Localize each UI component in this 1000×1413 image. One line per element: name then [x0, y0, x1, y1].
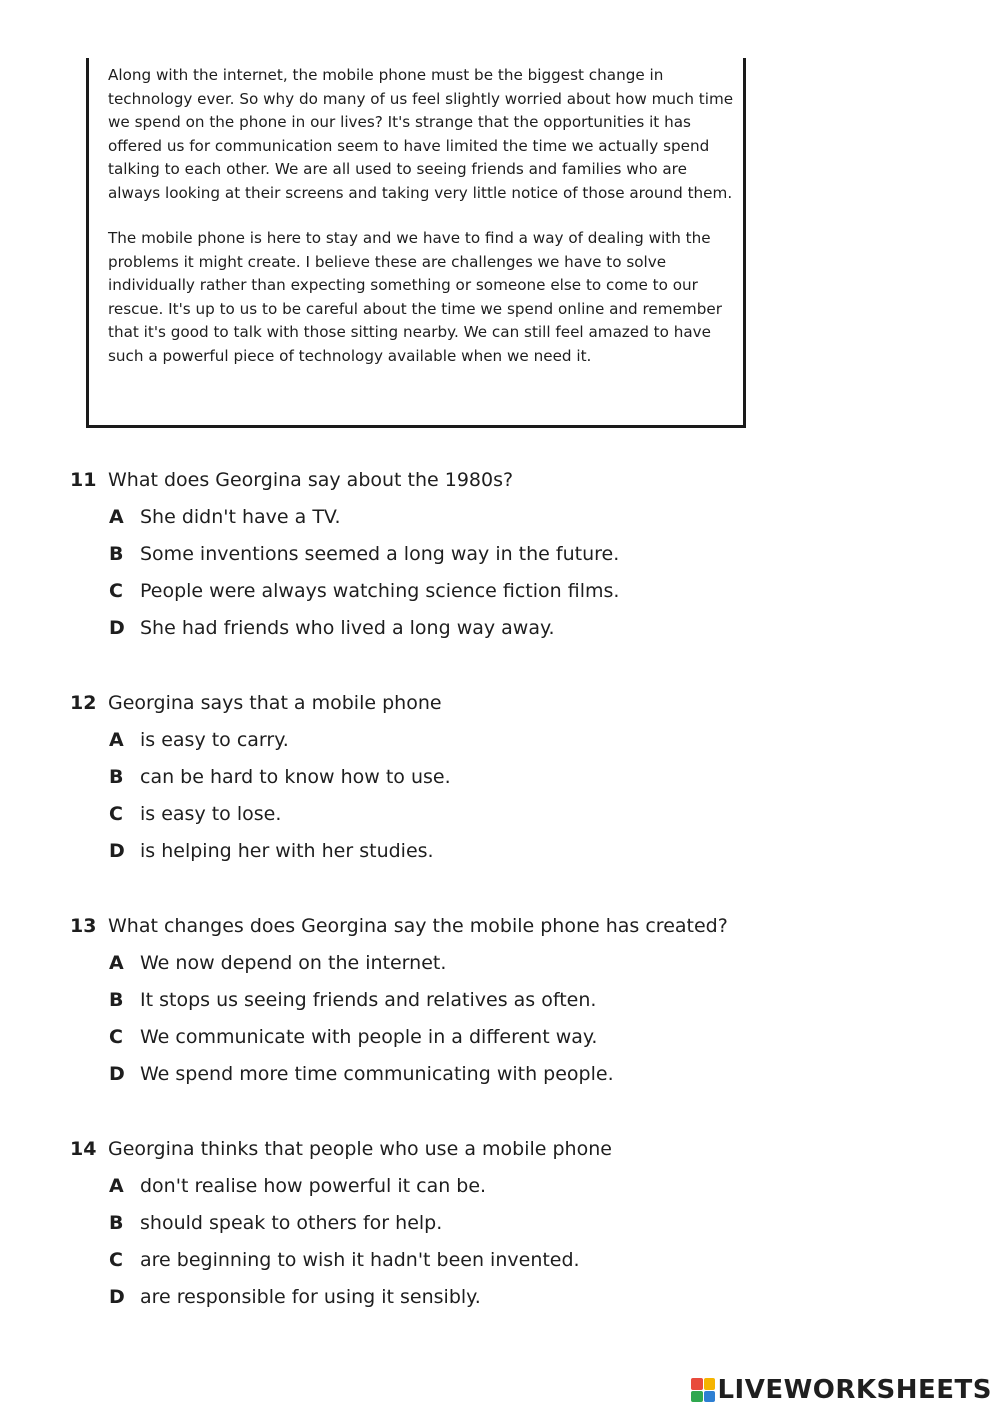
option-letter: C	[109, 1249, 123, 1271]
option-d[interactable]	[70, 839, 790, 863]
logo-block	[691, 1378, 703, 1390]
option-b[interactable]	[70, 1211, 790, 1235]
option-letter: B	[109, 1212, 124, 1234]
option-letter: A	[109, 952, 124, 974]
option-letter: C	[109, 803, 123, 825]
option-text: is easy to lose.	[140, 803, 282, 825]
option-text: She didn't have a TV.	[140, 506, 341, 528]
question-header	[70, 691, 790, 715]
option-text: Some inventions seemed a long way in the future.	[140, 543, 620, 565]
logo-block	[704, 1391, 716, 1403]
option-b[interactable]	[70, 765, 790, 789]
question-13	[70, 914, 790, 1086]
option-letter: C	[109, 580, 123, 602]
option-text: should speak to others for help.	[140, 1212, 443, 1234]
option-letter: B	[109, 543, 124, 565]
question-text: Georgina thinks that people who use a mobile phone	[108, 1138, 612, 1160]
option-a[interactable]	[70, 505, 790, 529]
logo-block	[704, 1378, 716, 1390]
option-text: We now depend on the internet.	[140, 952, 447, 974]
option-text: is helping her with her studies.	[140, 840, 434, 862]
option-text: don't realise how powerful it can be.	[140, 1175, 487, 1197]
logo-text: LIVEWORKSHEETS	[717, 1375, 992, 1405]
option-letter: D	[109, 840, 125, 862]
option-text: People were always watching science fiction films.	[140, 580, 620, 602]
passage-paragraph-1: Along with the internet, the mobile phone must be the biggest change in technology ever. So why do many of us feel slightly worried about how much time we spend on the phone in our lives? It's strange that the opportunities it has offered us for communication seem to have limited the time we actually spend talking to each other. We are all used to seeing friends and families who are always looking at their screens and taking very little notice of those around them.	[108, 66, 734, 202]
option-d[interactable]	[70, 1062, 790, 1086]
question-header	[70, 914, 790, 938]
question-header	[70, 468, 790, 492]
option-c[interactable]	[70, 1248, 790, 1272]
question-number: 13	[70, 915, 97, 937]
question-text: What changes does Georgina say the mobile phone has created?	[108, 915, 728, 937]
option-a[interactable]	[70, 728, 790, 752]
option-letter: D	[109, 617, 125, 639]
option-letter: A	[109, 506, 124, 528]
question-number: 12	[70, 692, 97, 714]
question-number: 11	[70, 469, 97, 491]
option-text: is easy to carry.	[140, 729, 289, 751]
option-d[interactable]	[70, 1285, 790, 1309]
question-11	[70, 468, 790, 640]
question-text: Georgina says that a mobile phone	[108, 692, 442, 714]
question-header	[70, 1137, 790, 1161]
option-b[interactable]	[70, 542, 790, 566]
option-d[interactable]	[70, 616, 790, 640]
option-text: are responsible for using it sensibly.	[140, 1286, 481, 1308]
option-c[interactable]	[70, 802, 790, 826]
question-number: 14	[70, 1138, 97, 1160]
question-text: What does Georgina say about the 1980s?	[108, 469, 514, 491]
liveworksheets-logo[interactable]	[691, 1375, 992, 1405]
option-text: We spend more time communicating with people.	[140, 1063, 614, 1085]
option-letter: B	[109, 989, 124, 1011]
option-letter: A	[109, 1175, 124, 1197]
option-letter: D	[109, 1286, 125, 1308]
option-a[interactable]	[70, 1174, 790, 1198]
option-b[interactable]	[70, 988, 790, 1012]
option-letter: B	[109, 766, 124, 788]
option-letter: D	[109, 1063, 125, 1085]
option-a[interactable]	[70, 951, 790, 975]
logo-blocks-icon	[691, 1378, 715, 1402]
passage-paragraph-2: The mobile phone is here to stay and we have to find a way of dealing with the problems it might create. I believe these are challenges we have to solve individually rather than expecting something or someone else to come to our rescue. It's up to us to be careful about the time we spend online and remember that it's good to talk with those sitting nearby. We can still feel amazed to have such a powerful piece of technology available when we need it.	[108, 229, 722, 365]
option-text: can be hard to know how to use.	[140, 766, 451, 788]
option-text: It stops us seeing friends and relatives as often.	[140, 989, 597, 1011]
option-text: are beginning to wish it hadn't been invented.	[140, 1249, 580, 1271]
logo-block	[691, 1391, 703, 1403]
option-letter: A	[109, 729, 124, 751]
reading-passage	[108, 64, 738, 368]
option-text: We communicate with people in a different way.	[140, 1026, 598, 1048]
question-12	[70, 691, 790, 863]
question-14	[70, 1137, 790, 1309]
option-text: She had friends who lived a long way away.	[140, 617, 555, 639]
option-c[interactable]	[70, 579, 790, 603]
option-c[interactable]	[70, 1025, 790, 1049]
option-letter: C	[109, 1026, 123, 1048]
